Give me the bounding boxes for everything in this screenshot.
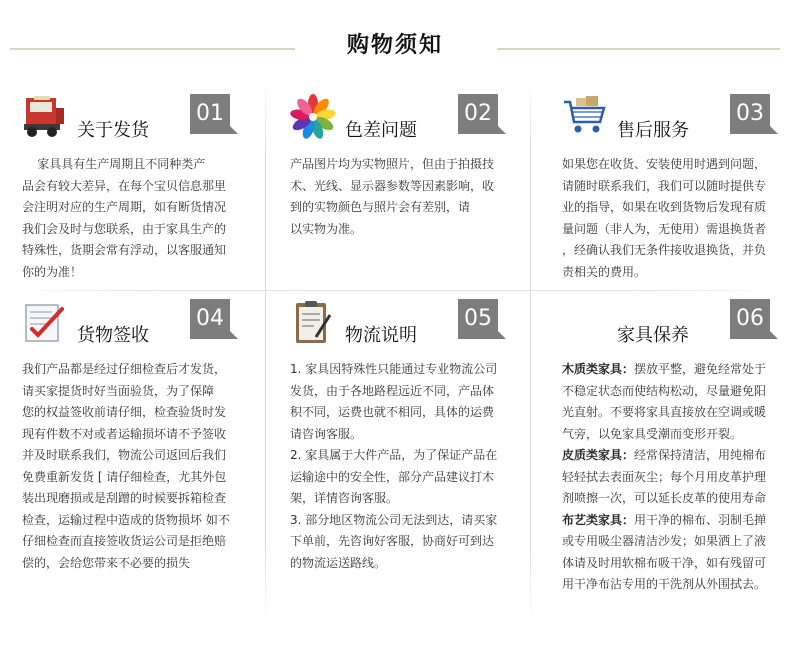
care-category-label: 布艺类家具： <box>562 512 635 527</box>
section-text-line: 发货，由于各地路程远近不同，产品体 <box>290 383 495 398</box>
section-text-line: 皮质类家具：经常保持清洁，用纯棉布 <box>562 448 767 462</box>
section-text-line: 用干净布沾专用的干洗剂从外围拭去。 <box>562 577 767 591</box>
section-after-sales <box>562 92 790 283</box>
section-title: 色差问题 <box>345 120 417 141</box>
section-title: 售后服务 <box>617 120 689 141</box>
section-logistics <box>290 297 520 574</box>
section-number-badge: 04 <box>190 299 230 339</box>
section-text-line: 3. 部分地区物流公司无法到达，请买家 <box>290 512 498 527</box>
section-color-difference <box>290 92 520 240</box>
clipboard-pen-icon <box>290 299 336 345</box>
section-number-badge: 02 <box>458 94 498 134</box>
title-rule-right <box>497 48 780 50</box>
row-divider <box>10 290 780 291</box>
section-title: 关于发货 <box>77 120 149 141</box>
section-text-line: 仔细检查而直接签收货运公司是拒绝赔 <box>22 534 227 548</box>
section-text-line: 光直射。不要将家具直接放在空调或暖 <box>562 405 767 419</box>
section-title: 物流说明 <box>345 325 417 346</box>
section-text-line: 的物流运送路线。 <box>290 555 387 570</box>
section-text-line: 1. 家具因特殊性只能通过专业物流公司 <box>290 362 498 376</box>
section-text-line: 积不同，运费也就不相同，具体的运费 <box>290 405 495 419</box>
signed-document-icon <box>22 299 68 345</box>
section-text-line: 布艺类家具：用干净的棉布、羽制毛掸 <box>562 512 767 527</box>
section-text-line: 运输途中的安全性，部分产品建议打木 <box>290 469 495 484</box>
section-text-line: 如果您在收货、安装使用时遇到问题， <box>562 157 767 171</box>
section-number-badge: 01 <box>190 94 230 134</box>
section-text-line: 剂喷擦一次，可以延长皮革的使用寿命 <box>562 491 767 505</box>
section-body <box>290 154 520 240</box>
delivery-truck-icon <box>22 94 68 140</box>
column-divider-2 <box>530 80 531 620</box>
section-shipping <box>22 92 252 283</box>
section-number-badge: 03 <box>730 94 770 134</box>
color-wheel-icon <box>290 94 336 140</box>
shopping-cart-icon <box>562 94 608 140</box>
section-text-line: 架，详情咨询客服。 <box>290 491 399 505</box>
section-text-line: 装出现磨损或是刮蹭的时候要拆箱检查 <box>22 491 227 505</box>
section-text-line: 我们会及时与您联系，由于家具生产的 <box>22 221 227 236</box>
care-category-label: 皮质类家具： <box>562 448 635 462</box>
section-text-line: 术、光线、显示器参数等因素影响，收 <box>290 178 495 193</box>
section-text-line: 现有件数不对或者运输损坏请不予签收 <box>22 426 227 441</box>
section-body <box>562 154 790 283</box>
page-title: 购物须知 <box>346 33 443 58</box>
section-text-line: 品会有较大差异，在每个宝贝信息那里 <box>22 178 227 193</box>
section-text-line: 轻轻拭去表面灰尘；每个月用皮革护理 <box>562 469 767 484</box>
section-text-line: 下单前，先咨询好客服，协商好可到达 <box>290 534 495 548</box>
section-text-line: 体请及时用软棉布吸干净，如有残留可 <box>562 555 767 570</box>
section-text-line: 业的指导，如果在收到货物后发现有质 <box>562 200 767 214</box>
section-body <box>22 359 252 574</box>
section-text-line: 我们产品都是经过仔细检查后才发货， <box>22 362 227 376</box>
section-body <box>290 359 520 574</box>
section-text-line: 或专用吸尘器清洁沙发；如果洒上了液 <box>562 534 767 548</box>
section-number-badge: 05 <box>458 299 498 339</box>
section-text-line: 特殊性，货期会常有浮动，以客服通知 <box>22 243 227 257</box>
section-text-line: 产品图片均为实物照片，但由于拍摄技 <box>290 157 495 171</box>
section-text-line: 不稳定状态而使结构松动，尽量避免阳 <box>562 383 767 398</box>
section-body <box>22 154 252 283</box>
section-text-line: 木质类家具：摆放平整，避免经常处于 <box>562 362 767 376</box>
section-furniture-care <box>562 297 790 596</box>
section-title: 货物签收 <box>77 325 149 346</box>
section-title: 家具保养 <box>617 325 689 346</box>
section-number-badge: 06 <box>730 299 770 339</box>
section-text-line: 检查，运输过程中造成的货物损坏 如不 <box>22 512 230 527</box>
care-category-label: 木质类家具： <box>562 362 635 376</box>
section-text-line: 家具具有生产周期且不同种类产 <box>22 157 206 171</box>
section-text-line: 免费重新发货 [ 请仔细检查，尤其外包 <box>22 469 227 484</box>
section-text-line: 责相关的费用。 <box>562 264 647 279</box>
section-text-line: 请随时联系我们，我们可以随时提供专 <box>562 178 767 193</box>
section-body <box>562 359 790 596</box>
section-text-line: 气旁，以免家具受潮而变形开裂。 <box>562 426 743 441</box>
section-text-line: 你的为准！ <box>22 264 83 279</box>
section-text-line: 并及时联系我们，物流公司返回后我们 <box>22 448 227 462</box>
section-text-line: 量问题（非人为，无使用）需退换货者 <box>562 221 767 236</box>
section-text-line: 以实物为准。 <box>290 221 363 236</box>
section-delivery-signoff <box>22 297 252 574</box>
section-text-line: 请买家提货时好当面验货，为了保障 <box>22 383 215 398</box>
section-text-line: 请咨询客服。 <box>290 426 363 441</box>
section-text-line: ，经确认我们无条件接收退换货，并负 <box>562 243 767 257</box>
section-text-line: 到的实物颜色与照片会有差别，请 <box>290 200 471 214</box>
column-divider-1 <box>265 80 266 620</box>
section-text-line: 偿的，会给您带来不必要的损失 <box>22 555 191 570</box>
section-text-line: 您的权益签收前请仔细，检查验货时发 <box>22 405 227 419</box>
section-text-line: 2. 家具属于大件产品，为了保证产品在 <box>290 448 498 462</box>
section-text-line: 会注明对应的生产周期，如有断货情况 <box>22 200 227 214</box>
